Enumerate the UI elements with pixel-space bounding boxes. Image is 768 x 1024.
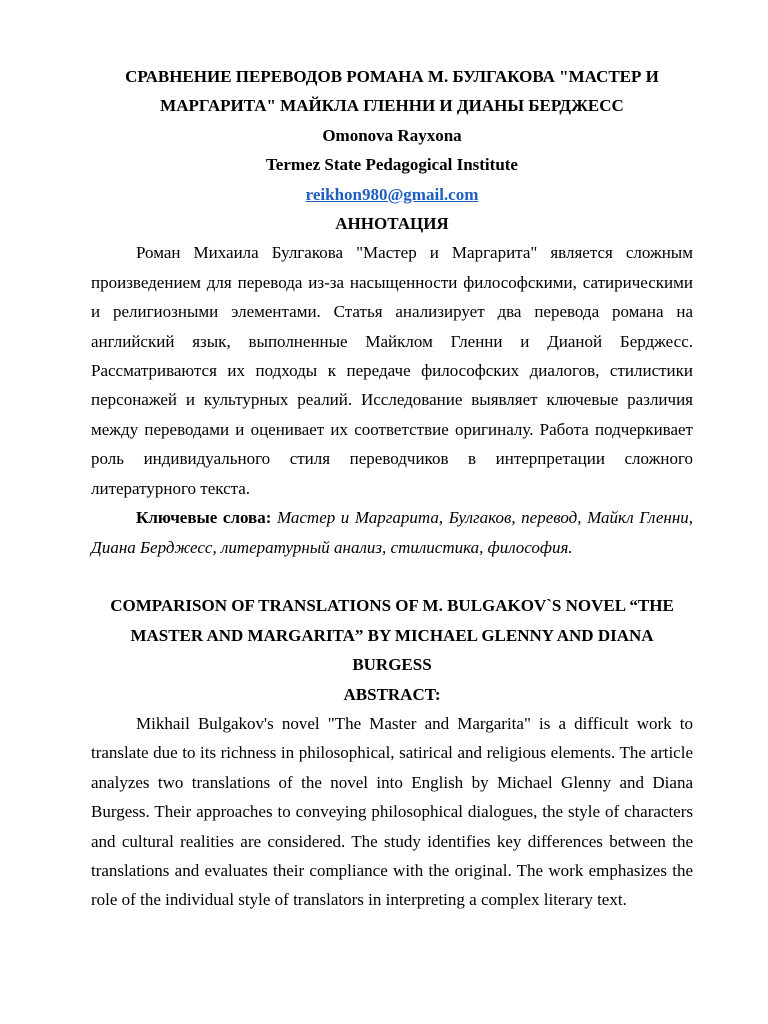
email-line xyxy=(91,180,693,209)
section-spacer xyxy=(91,562,693,591)
russian-abstract-text: Роман Михаила Булгакова "Мастер и Маргарита" является сложным произведением для перевода из-за насыщенности философскими, сатирическими и религиозными элементами. Статья анализирует два перевода романа на английский язык, выполненные Майклом Гленни и Дианой Берджесс. Рассматриваются их подходы к передаче философских диалогов, стилистики персонажей и культурных реалий. Исследование выявляет ключевые различия между переводами и оценивает их соответствие оригиналу. Работа подчеркивает роль индивидуального стиля переводчиков в интерпретации сложного литературного текста. xyxy=(91,243,693,498)
author-name: Omonova Rayxona xyxy=(322,125,462,145)
russian-keywords xyxy=(91,503,693,562)
russian-abstract-heading: АННОТАЦИЯ xyxy=(335,214,449,234)
english-abstract-heading: ABSTRACT: xyxy=(343,684,441,704)
keywords-text: Мастер и Маргарита, Булгаков, перевод, Майкл Гленни, Диана Берджесс, литературный анализ, стилистика, философия. xyxy=(91,508,694,557)
english-title: COMPARISON OF TRANSLATIONS OF M. BULGAKOV`S NOVEL “THE MASTER AND MARGARITA” BY MICHAEL GLENNY AND DIANA BURGESS xyxy=(110,596,674,675)
institute-name: Termez State Pedagogical Institute xyxy=(266,155,518,175)
english-abstract-text: Mikhail Bulgakov's novel "The Master and Margarita" is a difficult work to translate due to its richness in philosophical, satirical and religious elements. The article analyzes two translations of the novel into English by Michael Glenny and Diana Burgess. Their approaches to conveying philosophical dialogues, the style of characters and cultural realities are considered. The study identifies key differences between the translations and evaluates their compliance with the original. The work emphasizes the role of the individual style of translators in interpreting a complex literary text. xyxy=(91,713,693,910)
russian-title: СРАВНЕНИЕ ПЕРЕВОДОВ РОМАНА М. БУЛГАКОВА "МАСТЕР И МАРГАРИТА" МАЙКЛА ГЛЕННИ И ДИАНЫ БЕРДЖЕСС xyxy=(125,67,659,116)
email-link[interactable]: reikhon980@gmail.com xyxy=(305,184,479,204)
document-page xyxy=(91,62,693,915)
keywords-label: Ключевые слова: xyxy=(136,508,272,528)
